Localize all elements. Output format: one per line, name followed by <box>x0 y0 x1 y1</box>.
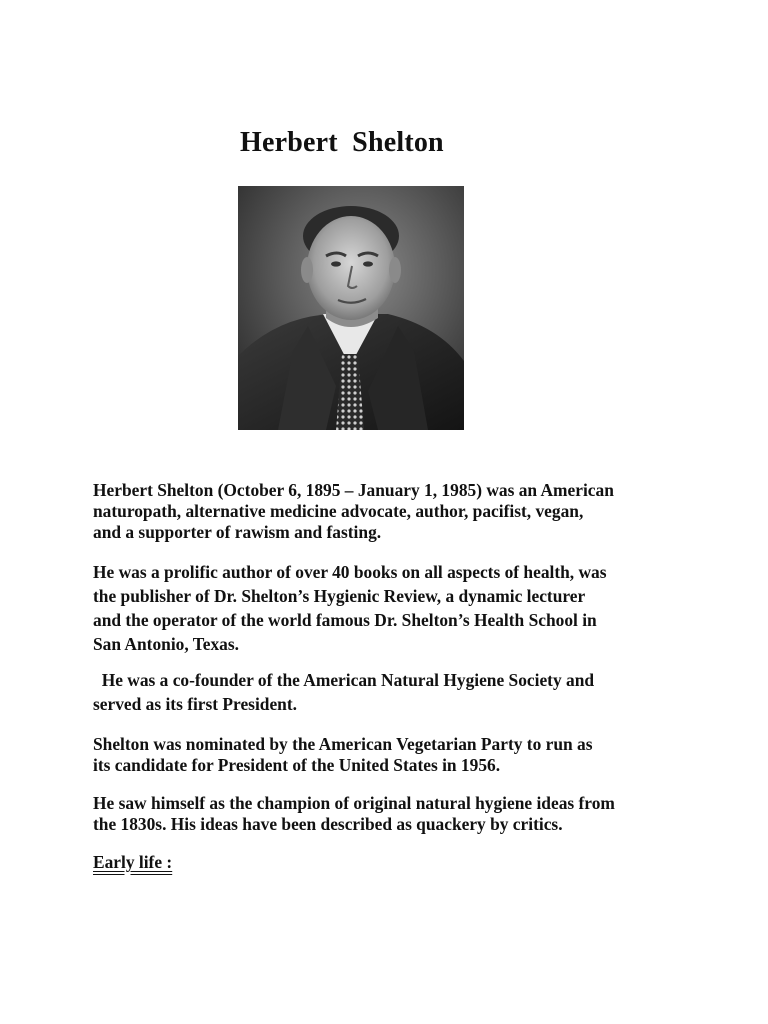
portrait-photo <box>238 186 464 430</box>
ideas-paragraph: He saw himself as the champion of original natural hygiene ideas from the 1830s. His ideas have been described as quackery by critics. <box>93 793 615 834</box>
document-title: Herbert Shelton <box>240 127 444 158</box>
cofounder-paragraph: He was a co-founder of the American Natural Hygiene Society and served as its first President. <box>93 670 595 714</box>
nomination-paragraph: Shelton was nominated by the American Vegetarian Party to run as its candidate for President of the United States in 1956. <box>93 734 593 775</box>
author-paragraph: He was a prolific author of over 40 books on all aspects of health, was the publisher of Dr. Shelton’s Hygienic Review, a dynamic lecturer and the operator of the world famous Dr. Shelton’s Health School in San Antonio, Texas. <box>93 562 607 654</box>
early-life-heading: Early life : <box>93 852 173 872</box>
intro-paragraph: Herbert Shelton (October 6, 1895 – January 1, 1985) was an American naturopath, alternative medicine advocate, author, pacifist, vegan, and a supporter of rawism and fasting. <box>93 480 614 542</box>
